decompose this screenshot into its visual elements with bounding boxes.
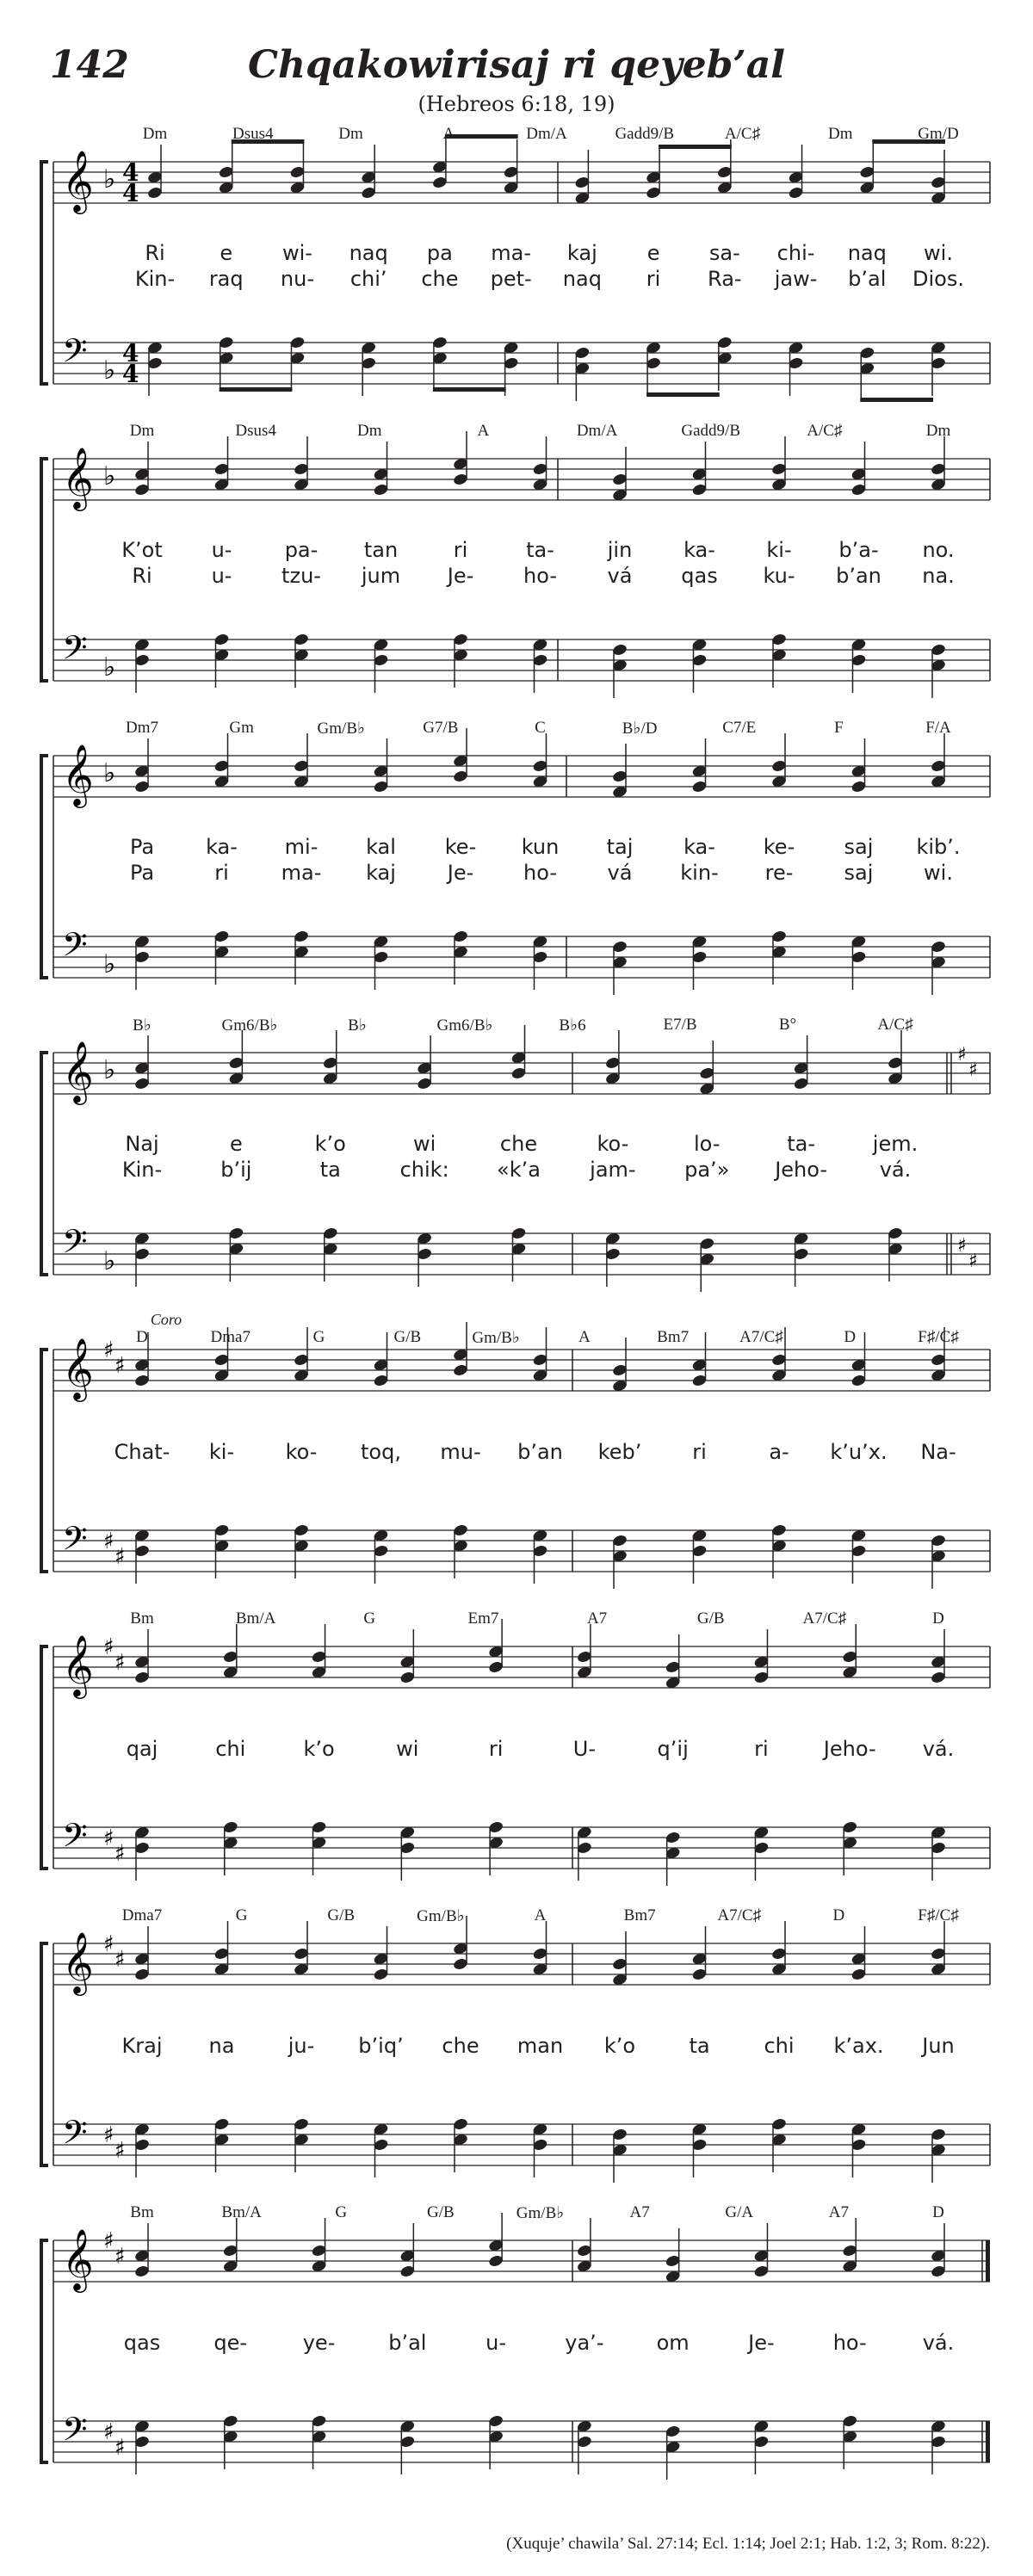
lyric-syllable: k’o [314,1132,346,1156]
lyric-syllable: om [656,2331,690,2355]
lyric-syllable: tzu- [281,564,321,588]
lyric-syllable: u- [486,2331,507,2355]
chord-symbol: Gm/B♭ [472,1329,520,1347]
lyric-syllable: b’al [848,267,887,291]
music-system [0,1609,1033,1919]
chord-symbol: Dm7 [126,719,158,737]
lyric-syllable: k’o [303,1737,335,1761]
chord-symbol: Bm7 [657,1328,690,1346]
lyric-syllable: Chat- [114,1440,170,1464]
flat-icon: ♭ [103,164,116,195]
lyric-syllable: wi. [924,241,953,265]
treble-notes [134,1916,947,1986]
flat-icon: ♭ [103,652,116,683]
treble-staff [53,743,990,808]
flat-icon: ♭ [103,1246,116,1276]
chord-symbol: Gm/B♭ [417,1907,465,1925]
lyric-syllable: kin- [680,861,719,885]
treble-staff [53,1930,990,1996]
treble-staff [53,2227,990,2293]
chord-symbol: A/C♯ [877,1016,913,1034]
lyric-syllable: Je- [748,2331,775,2355]
lyric-syllable: ri [646,267,661,291]
flat-icon: ♭ [103,355,116,386]
lyric-syllable: ko- [597,1132,629,1156]
lyric-syllable: pa [426,241,453,265]
lyric-syllable: re- [764,861,794,885]
system-bracket [41,1053,48,1275]
lyric-syllable: wi- [281,241,312,265]
bass-staff [53,331,990,388]
chord-symbol: G/B [393,1328,422,1346]
sharp-icon: ♯ [968,1059,978,1081]
sharp-icon: ♯ [114,2435,126,2461]
lyric-syllable: tan [363,538,399,562]
scripture-reference: (Hebreos 6:18, 19) [418,92,615,116]
lyric-syllable: Ri [145,241,165,265]
lyric-syllable: ju- [288,2034,315,2058]
lyric-syllable: toq, [361,1440,401,1464]
lyric-syllable: vá. [922,2331,955,2355]
chord-symbol: G/B [427,2203,455,2221]
lyric-syllable: e [220,241,233,265]
lyric-syllable: kal [366,835,396,859]
treble-staff [53,1634,990,1699]
time-signature: 4 [122,339,139,368]
lyric-syllable: kaj [366,861,396,885]
bass-staff [53,1519,990,1572]
chord-symbol: D [932,2203,944,2221]
chord-symbol: G/A [725,2203,754,2221]
lyric-syllable: vá [607,564,633,588]
chord-symbol: Gm6/B♭ [436,1016,493,1035]
bass-notes [134,2414,947,2480]
bass-notes [134,930,947,995]
lyric-syllable: Jeho- [823,1737,876,1761]
lyric-syllable: b’an [836,564,881,588]
bass-notes [134,1820,947,1886]
sharp-icon: ♯ [103,1634,114,1660]
treble-clef-icon: 𝄞 [62,1040,94,1103]
lyric-syllable: K’ot [121,538,163,562]
lyric-syllable: ri [754,1737,769,1761]
lyric-syllable: ma- [281,861,322,885]
lyric-syllable: chik: [399,1158,449,1182]
lyric-syllable: kaj [566,241,597,265]
chord-symbol: G [335,2203,348,2221]
chord-symbol: Dsus4 [232,125,274,143]
lyric-syllable: lo- [694,1132,721,1156]
chord-symbol: Dm [828,125,853,143]
lyric-syllable: saj [844,861,874,885]
lyric-syllable: ri [453,538,468,562]
flat-icon: ♭ [103,461,116,491]
sharp-icon: ♯ [968,1251,978,1272]
lyric-syllable: b’iq’ [358,2034,404,2058]
lyric-syllable: jaw- [774,267,818,291]
system-bracket [41,1943,48,2165]
chord-symbol: G [312,1328,325,1346]
lyric-syllable: che [442,2034,479,2058]
chord-symbol: E7/B [663,1016,697,1034]
music-system [0,125,1033,435]
final-barline [986,2240,990,2282]
sharp-icon: ♯ [103,2122,114,2148]
chord-symbol: Dm [925,422,951,440]
lyric-syllable: chi’ [349,267,387,291]
sharp-icon: ♯ [957,1235,967,1257]
chord-symbol: Gadd9/B [615,125,675,143]
chord-symbol: Dm [142,125,168,143]
bass-staff [53,628,990,683]
flat-icon: ♭ [103,758,116,788]
chord-symbol: A [578,1328,591,1346]
treble-clef-icon: 𝄞 [62,1634,94,1696]
chord-symbol: Gm/B♭ [516,2204,565,2222]
lyric-syllable: kun [521,835,560,859]
lyric-syllable: Na- [920,1440,956,1464]
bass-notes [134,1226,904,1292]
sharp-icon: ♯ [103,2228,114,2254]
song-number: 142 [50,43,129,87]
music-system [0,1906,1033,2216]
lyric-syllable: ye- [302,2331,336,2355]
chord-symbol: A [442,125,455,143]
lyric-syllable: Ra- [708,267,742,291]
treble-clef-icon: 𝄞 [62,149,94,212]
lyric-syllable: a- [769,1440,789,1464]
chord-symbol: A [534,1906,547,1924]
lyric-syllable: ka- [684,538,715,562]
lyric-syllable: raq [208,267,244,291]
lyric-syllable: chi [215,1737,246,1761]
lyric-syllable: saj [844,835,874,859]
bass-notes [134,633,947,698]
chord-symbol: A7 [828,2203,849,2221]
bass-staff [53,2113,990,2165]
lyric-syllable: na [208,2034,235,2058]
treble-clef-icon: 𝄞 [62,446,94,509]
lyric-syllable: Dios. [912,267,964,291]
treble-notes [147,134,947,205]
lyric-syllable: ma- [491,241,531,265]
treble-notes [134,2213,947,2283]
chord-symbol: F♯/C♯ [918,1906,959,1924]
lyric-syllable: ka- [684,835,715,859]
lyric-syllable: Pa [129,835,155,859]
sharp-icon: ♯ [103,1529,114,1554]
chord-symbol: A7/C♯ [802,1609,847,1628]
lyric-syllable: b’an [517,1440,563,1464]
lyric-syllable: Jeho- [775,1158,828,1182]
lyric-syllable: mi- [284,835,319,859]
sharp-icon: ♯ [103,1931,114,1957]
sharp-icon: ♯ [114,2138,126,2164]
lyric-syllable: b’a- [838,538,879,562]
music-system [0,719,1033,1029]
treble-clef-icon: 𝄞 [62,1930,94,1993]
lyric-syllable: keb’ [597,1440,642,1464]
lyric-syllable: jam- [590,1158,636,1182]
treble-notes [134,1619,947,1690]
lyric-syllable: kib’. [916,835,961,859]
sharp-icon: ♯ [114,1947,126,1973]
lyric-syllable: jum [361,564,401,588]
chord-symbol: A7 [586,1609,608,1628]
sharp-icon: ♯ [103,1337,114,1363]
time-signature: 4 [122,360,139,388]
bass-clef-icon: 𝄢 [62,331,88,378]
lyric-syllable: qas [123,2331,161,2355]
treble-notes [134,1322,947,1393]
chord-symbol: Gm6/B♭ [221,1016,278,1035]
chord-symbol: Dm/A [576,422,618,440]
chord-symbol: Bm [130,2203,154,2221]
chord-symbol: G [235,1906,248,1924]
sharp-icon: ♯ [114,1544,126,1570]
bass-notes [147,336,947,402]
chord-symbol: Dma7 [210,1328,251,1346]
chord-symbol: C [535,719,546,737]
chord-symbol: B♭/D [622,720,658,738]
music-system [0,2203,1033,2513]
lyric-syllable: pa’» [684,1158,730,1182]
lyric-syllable: chi [764,2034,795,2058]
treble-staff [53,446,990,511]
chord-symbol: D [136,1328,148,1346]
lyric-syllable: ta [319,1158,341,1182]
lyric-syllable: man [516,2034,564,2058]
chord-symbol: A/C♯ [807,422,843,440]
chord-symbol: A [477,422,490,440]
bass-clef-icon: 𝄢 [62,925,88,972]
bass-clef-icon: 𝄢 [62,1816,88,1863]
final-barline [986,2421,990,2462]
lyric-syllable: Kin- [121,1158,163,1182]
lyric-syllable: wi [412,1132,436,1156]
section-label: Coro [150,1311,182,1328]
lyric-syllable: vá. [879,1158,912,1182]
lyric-syllable: wi. [924,861,953,885]
lyric-syllable: ri [488,1737,504,1761]
sharp-icon: ♯ [103,1825,114,1851]
footer-references: (Xuquje’ chawila’ Sal. 27:14; Ecl. 1:14; Joel 2:1; Hab. 1:2, 3; Rom. 8:22). [506,2535,990,2553]
lyric-syllable: ka- [206,835,238,859]
lyric-syllable: q’ij [657,1737,689,1761]
chord-symbol: A7/C♯ [739,1328,783,1346]
bass-clef-icon: 𝄢 [62,1222,88,1269]
sharp-icon: ♯ [114,2244,126,2270]
chord-symbol: F/A [925,719,951,737]
lyric-syllable: qaj [126,1737,158,1761]
music-system [0,1016,1033,1325]
lyric-syllable: ya’- [565,2331,604,2355]
lyric-syllable: qas [681,564,718,588]
lyric-syllable: Pa [129,861,155,885]
lyric-syllable: Naj [125,1132,159,1156]
lyric-syllable: ku- [763,564,795,588]
lyric-syllable: no. [922,538,955,562]
time-signature: 4 [122,179,139,207]
lyric-syllable: ri [214,861,229,885]
time-signature: 4 [122,158,139,187]
chord-symbol: Dm [357,422,382,440]
chord-symbol: G/B [327,1906,356,1924]
lyric-syllable: Je- [447,564,474,588]
chord-symbol: A7/C♯ [717,1906,762,1924]
chord-symbol: F♯/C♯ [918,1328,959,1346]
system-bracket [41,162,48,384]
treble-clef-icon: 𝄞 [62,2227,94,2290]
lyric-syllable: mu- [440,1440,481,1464]
lyric-syllable: pet- [490,267,532,291]
lyric-syllable: e [646,241,660,265]
lyric-syllable: ho- [523,861,557,885]
lyric-syllable: ke- [444,835,477,859]
treble-clef-icon: 𝄞 [62,743,94,806]
lyric-syllable: ho- [832,2331,867,2355]
chord-symbol: D [844,1328,857,1346]
lyric-syllable: che [421,267,459,291]
chord-symbol: Dsus4 [235,422,276,440]
chord-symbol: A7 [629,2203,650,2221]
lyric-syllable: Ri [132,564,152,588]
chord-symbol: F [834,719,844,737]
music-system [0,422,1033,732]
lyric-syllable: jem. [872,1132,919,1156]
chord-symbol: B♭6 [559,1016,586,1035]
lyric-syllable: naq [349,241,388,265]
lyric-syllable: ta- [787,1132,816,1156]
lyric-syllable: ta- [526,538,554,562]
lyric-syllable: ri [692,1440,707,1464]
treble-notes [134,728,947,799]
chord-symbol: Gadd9/B [681,422,741,440]
chord-symbol: B♭ [133,1016,152,1035]
lyric-syllable: wi [396,1737,419,1761]
system-bracket [41,459,48,681]
bass-clef-icon: 𝄢 [62,1519,88,1566]
lyric-syllable: jin [607,538,633,562]
lyric-syllable: «k’a [497,1158,541,1182]
treble-notes [134,1025,904,1096]
sharp-icon: ♯ [103,2419,114,2445]
lyric-syllable: na. [922,564,955,588]
bass-clef-icon: 𝄢 [62,2113,88,2159]
lyric-syllable: b’al [388,2331,427,2355]
lyric-syllable: qe- [213,2331,248,2355]
chord-symbol: C7/E [722,719,757,737]
sharp-icon: ♯ [114,1841,126,1867]
sharp-icon: ♯ [114,1353,126,1379]
chord-symbol: Gm/B♭ [317,720,365,738]
lyric-syllable: e [229,1132,243,1156]
chord-symbol: G [363,1609,376,1628]
lyric-syllable: naq [562,267,602,291]
lyric-syllable: Je- [447,861,474,885]
lyric-syllable: pa- [284,538,319,562]
lyric-syllable: u- [211,564,232,588]
lyric-syllable: k’ax. [833,2034,884,2058]
chord-symbol: A/C♯ [724,125,761,143]
chord-symbol: Dm/A [526,125,567,143]
chord-symbol: Dm [338,125,363,143]
lyric-syllable: Jun [922,2034,955,2058]
bass-clef-icon: 𝄢 [62,2410,88,2456]
lyric-syllable: ta [689,2034,710,2058]
chord-symbol: Em7 [467,1609,499,1628]
treble-clef-icon: 𝄞 [62,1337,94,1399]
bass-notes [134,1523,947,1589]
lyric-syllable: u- [211,538,232,562]
music-system [0,1311,1033,1622]
chord-symbol: D [832,1906,845,1924]
system-bracket [41,756,48,978]
lyric-syllable: naq [847,241,887,265]
lyric-syllable: taj [606,835,634,859]
lyric-syllable: vá. [922,1737,955,1761]
treble-staff [53,149,990,214]
lyric-syllable: b’ij [220,1158,252,1182]
lyric-syllable: ho- [523,564,557,588]
chord-symbol: Dm [129,422,155,440]
lyric-syllable: k’u’x. [830,1440,888,1464]
chord-symbol: Gm [229,719,254,737]
lyric-syllable: ki- [766,538,792,562]
chord-symbol: Bm/A [221,2203,262,2221]
lyric-syllable: U- [572,1737,596,1761]
system-bracket [41,1350,48,1572]
lyric-syllable: che [499,1132,538,1156]
flat-icon: ♭ [103,1055,116,1085]
bass-clef-icon: 𝄢 [62,628,88,675]
song-title: Chqakowirisaj ri qeyeb’al [248,43,785,87]
lyric-syllable: ke- [763,835,795,859]
lyric-syllable: k’o [603,2034,636,2058]
flat-icon: ♭ [103,949,116,979]
chord-symbol: D [932,1609,944,1628]
chord-symbol: Dma7 [121,1906,163,1924]
system-bracket [41,1646,48,1869]
bass-staff [53,925,990,979]
chord-symbol: Gm/D [918,125,959,143]
lyric-syllable: nu- [280,267,314,291]
system-bracket [41,2240,48,2462]
chord-symbol: G7/B [423,719,459,737]
chord-symbol: Bm/A [235,1609,276,1628]
lyric-syllable: ki- [208,1440,235,1464]
treble-notes [134,431,947,502]
lyric-syllable: vá [607,861,633,885]
chord-symbol: B° [778,1016,797,1034]
bass-notes [134,2117,947,2183]
chord-symbol: Bm7 [623,1906,656,1924]
lyric-syllable: ko- [285,1440,318,1464]
sharp-icon: ♯ [114,1650,126,1676]
chord-symbol: Bm [130,1609,154,1628]
lyric-syllable: chi- [776,241,815,265]
lyric-syllable: Kin- [134,267,176,291]
chord-symbol: B♭ [348,1016,367,1035]
chord-symbol: G/B [696,1609,725,1628]
sharp-icon: ♯ [957,1044,967,1066]
lyric-syllable: Kraj [121,2034,163,2058]
lyric-syllable: sa- [708,241,740,265]
